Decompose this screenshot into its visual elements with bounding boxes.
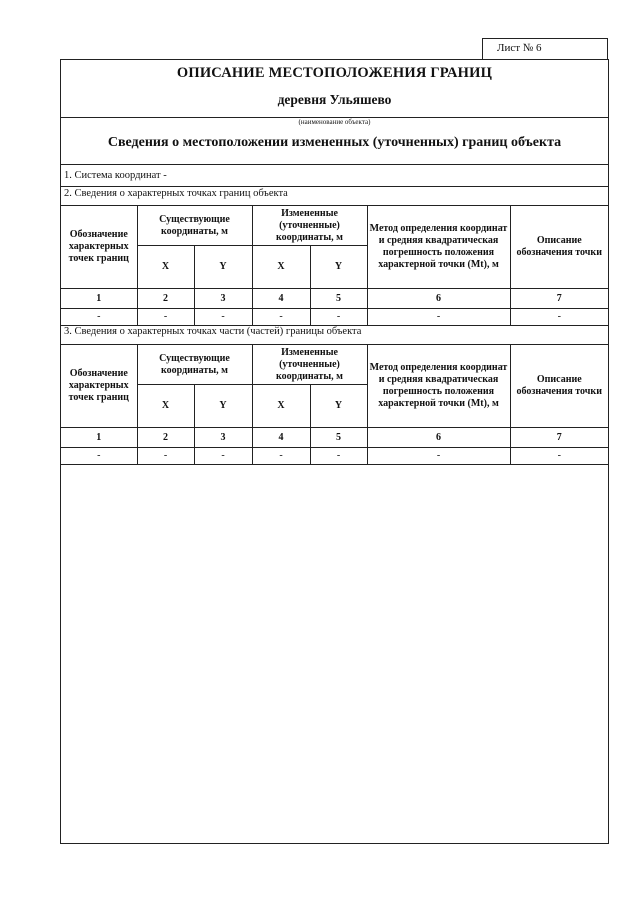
header-method: Метод определения координат и средняя квадратическая погрешность положения характерной точки (Mt), м xyxy=(367,206,510,289)
table-cell: - xyxy=(310,309,367,326)
header-y-changed: Y xyxy=(310,246,367,289)
header-y: Y xyxy=(194,385,252,428)
column-number: 5 xyxy=(310,289,367,309)
header-y: Y xyxy=(194,246,252,289)
column-number-row xyxy=(61,428,608,448)
header-point-designation: Обозначение характерных точек границ xyxy=(61,206,137,289)
table-cell: - xyxy=(252,448,310,465)
table-row xyxy=(61,448,608,465)
object-name: деревня Ульяшево xyxy=(277,92,392,107)
table-cell: - xyxy=(61,309,137,326)
header-changed-coordinates: Измененные (уточненные) координаты, м xyxy=(252,345,367,385)
document-title: ОПИСАНИЕ МЕСТОПОЛОЖЕНИЯ ГРАНИЦ xyxy=(176,65,493,81)
boundary-points-table xyxy=(61,205,608,326)
header-description: Описание обозначения точки xyxy=(510,345,608,428)
table-cell: - xyxy=(367,448,510,465)
sheet-number-box xyxy=(482,38,608,60)
header-x: X xyxy=(137,246,194,289)
section-3-title: 3. Сведения о характерных точках части (частей) границы объекта xyxy=(64,326,362,337)
table-cell: - xyxy=(367,309,510,326)
header-x: X xyxy=(137,385,194,428)
header-existing-coordinates: Существующие координаты, м xyxy=(137,345,252,385)
coordinate-system-text: 1. Система координат - xyxy=(64,170,167,181)
column-number: 2 xyxy=(137,428,194,448)
header-method: Метод определения координат и средняя квадратическая погрешность положения характерной точки (Mt), м xyxy=(367,345,510,428)
column-number: 4 xyxy=(252,289,310,309)
column-number: 5 xyxy=(310,428,367,448)
object-name-caption: (наименование объекта) xyxy=(298,118,371,126)
column-number-row xyxy=(61,289,608,309)
header-y-changed: Y xyxy=(310,385,367,428)
divider xyxy=(61,164,608,165)
table-cell: - xyxy=(510,448,608,465)
table-cell: - xyxy=(310,448,367,465)
header-x-changed: X xyxy=(252,385,310,428)
section-2-title: 2. Сведения о характерных точках границ объекта xyxy=(64,188,288,199)
column-number: 1 xyxy=(61,289,137,309)
table-cell: - xyxy=(194,309,252,326)
divider xyxy=(61,186,608,187)
header-point-designation: Обозначение характерных точек границ xyxy=(61,345,137,428)
header-x-changed: X xyxy=(252,246,310,289)
column-number: 7 xyxy=(510,428,608,448)
table-row xyxy=(61,309,608,326)
header-existing-coordinates: Существующие координаты, м xyxy=(137,206,252,246)
column-number: 3 xyxy=(194,428,252,448)
section-title: Сведения о местоположении измененных (уточненных) границ объекта xyxy=(107,135,562,150)
column-number: 6 xyxy=(367,289,510,309)
sheet-number-label: Лист № 6 xyxy=(497,42,542,54)
column-number: 1 xyxy=(61,428,137,448)
column-number: 3 xyxy=(194,289,252,309)
column-number: 2 xyxy=(137,289,194,309)
boundary-part-points-table xyxy=(61,344,608,465)
document-frame xyxy=(60,59,609,844)
table-cell: - xyxy=(194,448,252,465)
table-cell: - xyxy=(252,309,310,326)
column-number: 6 xyxy=(367,428,510,448)
column-number: 7 xyxy=(510,289,608,309)
column-number: 4 xyxy=(252,428,310,448)
header-description: Описание обозначения точки xyxy=(510,206,608,289)
table-cell: - xyxy=(137,448,194,465)
table-cell: - xyxy=(61,448,137,465)
table-cell: - xyxy=(137,309,194,326)
header-changed-coordinates: Измененные (уточненные) координаты, м xyxy=(252,206,367,246)
table-cell: - xyxy=(510,309,608,326)
